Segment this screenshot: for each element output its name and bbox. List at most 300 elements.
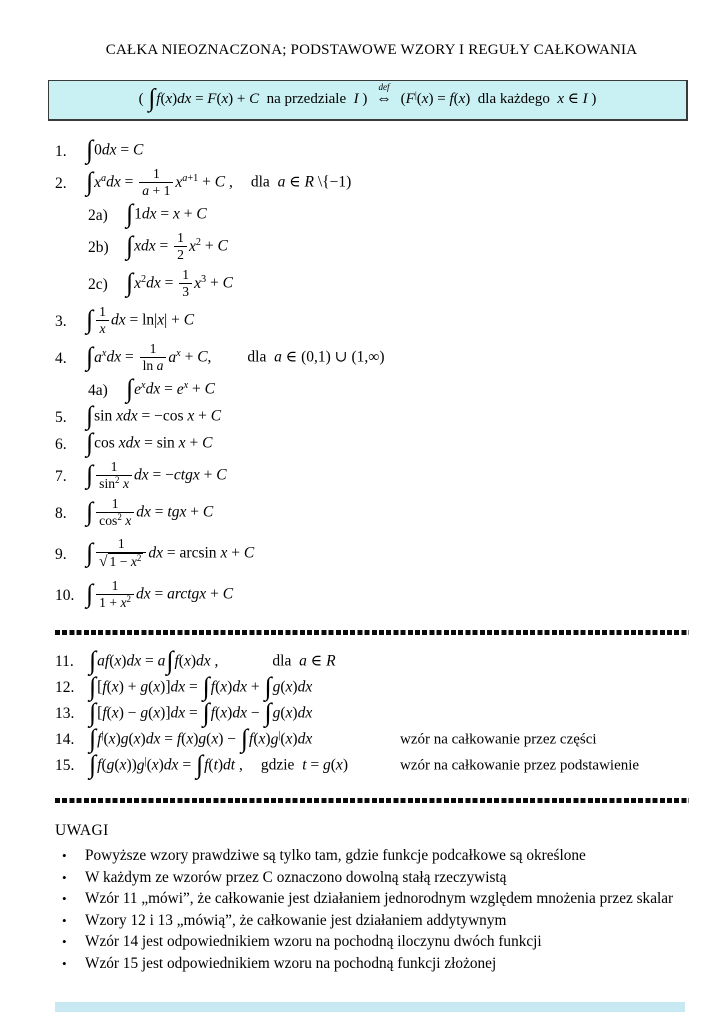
integral-icon: ∫ — [86, 135, 94, 165]
math-var: x — [122, 476, 130, 491]
formula-row-2 — [55, 165, 688, 202]
formula-math — [85, 167, 351, 199]
math-var: f — [97, 756, 102, 774]
integral-icon: ∫ — [89, 672, 97, 702]
math-var: x — [111, 678, 119, 696]
math-text: ( — [106, 678, 112, 696]
remark-item — [62, 955, 688, 977]
math-var: a — [156, 358, 164, 373]
math-text: ) — [172, 91, 178, 108]
math-var: x — [114, 652, 122, 670]
math-var: dx — [297, 730, 313, 748]
superscript — [94, 349, 106, 366]
integral-icon: ∫ — [126, 199, 134, 229]
math-var: g — [140, 704, 149, 722]
math-text: + — [206, 586, 223, 604]
formula-number: 4. — [55, 349, 67, 367]
math-var: C — [202, 504, 214, 522]
math-var: f — [449, 91, 454, 108]
remarks-heading: UWAGI — [55, 822, 109, 840]
math-var: x — [108, 730, 116, 748]
integral-icon: ∫ — [86, 305, 94, 335]
math-var: arctgx — [167, 586, 207, 604]
math-var: x — [258, 730, 266, 748]
superscript — [168, 349, 180, 366]
math-text: ( — [208, 756, 214, 774]
formula-number: 7. — [55, 467, 67, 485]
math-text: ) — [158, 756, 164, 774]
integral-icon: ∫ — [264, 698, 272, 728]
integral-icon: ∫ — [89, 698, 97, 728]
math-text: ( — [106, 704, 112, 722]
math-var: C — [216, 467, 227, 485]
math-text: , — [235, 756, 243, 774]
math-var: x — [111, 704, 119, 722]
remarks-list — [55, 847, 688, 976]
math-text: 0 — [94, 142, 102, 160]
formula-math — [88, 698, 313, 728]
math-var: dx — [145, 730, 161, 748]
math-var: x — [153, 704, 161, 722]
integral-icon: ∫ — [148, 85, 156, 113]
math-var: x — [187, 408, 195, 426]
math-var: t — [213, 756, 218, 774]
math-var: F — [207, 91, 217, 108]
math-var: dx — [106, 349, 122, 367]
math-var: x — [421, 91, 429, 108]
math-text: ) — [227, 678, 233, 696]
bottom-accent-bar — [55, 1002, 685, 1012]
math-var: x — [335, 756, 343, 774]
math-text: , — [225, 174, 233, 192]
math-text: ( — [160, 91, 166, 108]
superscript — [189, 238, 201, 255]
formula-math — [85, 460, 227, 492]
page-title: CAŁKA NIEOZNACZONA; PODSTAWOWE WZORY I REGUŁY CAŁKOWANIA — [105, 42, 638, 58]
integral-icon: ∫ — [86, 342, 94, 372]
math-text: 1 + — [99, 595, 121, 610]
formula-math — [85, 401, 222, 431]
math-var: f — [102, 704, 107, 722]
formula-row-12 — [55, 672, 688, 702]
math-var: C — [249, 91, 260, 108]
math-var: x — [285, 678, 293, 696]
math-text: ) — [265, 730, 271, 748]
math-var: a — [277, 174, 286, 192]
math-text: 2 — [177, 247, 184, 262]
remark-text: Wzór 14 jest odpowiednikiem wzoru na pochodną iloczynu dwóch funkcji — [85, 933, 542, 951]
fraction — [96, 304, 109, 336]
math-text: 2 — [195, 237, 201, 249]
formula-number: 14. — [55, 731, 75, 749]
rules-list — [55, 646, 688, 780]
math-text: 2 — [141, 274, 147, 286]
math-text: = — [116, 142, 134, 160]
formula-number: 2a) — [88, 206, 108, 224]
math-text: 1 — [149, 341, 157, 357]
formula-row-2c — [55, 266, 688, 303]
formula-number: 2. — [55, 174, 67, 192]
math-var: xdx — [134, 238, 156, 256]
math-var: x — [220, 678, 228, 696]
math-var: a — [157, 652, 166, 670]
math-var: g — [106, 756, 115, 774]
superscript — [134, 275, 146, 292]
math-var: g — [136, 756, 145, 774]
math-text: 2 — [117, 512, 122, 523]
dotted-separator-top — [55, 630, 689, 635]
formula-row-2a — [55, 199, 688, 229]
math-var: C — [217, 238, 228, 256]
integral-icon: ∫ — [86, 460, 94, 490]
superscript — [131, 554, 142, 569]
math-text: 1 — [182, 267, 190, 283]
math-text: ) − — [118, 704, 141, 722]
formula-row-10 — [55, 577, 688, 614]
math-text: ) — [358, 91, 372, 108]
math-text: ) — [193, 730, 199, 748]
math-text: + — [227, 545, 244, 563]
math-var: tgx — [167, 504, 187, 522]
bullet-icon: • — [62, 934, 67, 950]
math-var: a — [168, 349, 177, 367]
superscript — [137, 757, 147, 774]
math-text: gdzie — [260, 756, 303, 774]
math-text: + — [188, 381, 205, 399]
integral-icon: ∫ — [86, 167, 94, 197]
math-space — [233, 174, 251, 192]
math-text: cos — [94, 435, 119, 453]
math-var: x — [220, 545, 228, 563]
formula-row-1 — [55, 135, 688, 165]
math-text: [ — [97, 704, 103, 722]
formula-math — [85, 342, 385, 374]
fraction — [139, 166, 173, 198]
math-var: f — [204, 756, 209, 774]
math-var: C — [133, 142, 144, 160]
math-text: | — [101, 730, 104, 742]
formula-row-7 — [55, 458, 688, 495]
math-var: f — [210, 704, 216, 722]
math-var: F — [405, 91, 415, 108]
remark-item — [62, 847, 688, 869]
math-var: f — [174, 652, 179, 670]
formula-row-4 — [55, 340, 688, 377]
math-var: x — [173, 206, 180, 224]
math-var: C — [214, 174, 226, 192]
math-text: = — [156, 206, 174, 224]
math-text: ( — [330, 756, 336, 774]
basic-formulas-list — [55, 135, 688, 614]
integral-icon: ∫ — [86, 428, 94, 458]
math-text: | + — [164, 312, 184, 330]
math-text: = sin — [140, 435, 179, 453]
math-text: 2 — [136, 553, 142, 564]
math-text: sin — [99, 476, 116, 491]
math-var: x — [186, 730, 194, 748]
math-text: = — [191, 91, 208, 108]
math-text: ( — [181, 730, 187, 748]
math-var: x — [157, 312, 165, 330]
math-var: f — [102, 678, 107, 696]
formula-row-13 — [55, 698, 688, 728]
math-text: | — [278, 730, 281, 742]
math-text: ( — [206, 730, 212, 748]
math-text: = — [160, 381, 177, 399]
math-text: = — [150, 586, 168, 604]
math-text: ( — [280, 730, 286, 748]
math-text: | — [154, 312, 158, 330]
math-text: = — [185, 678, 202, 696]
math-var: x — [458, 91, 466, 108]
math-var: dx — [126, 652, 142, 670]
math-text: ( — [114, 756, 120, 774]
math-var: g — [198, 730, 207, 748]
math-var: g — [120, 730, 129, 748]
math-var: dx — [177, 91, 192, 108]
formula-row-15 — [55, 750, 688, 780]
superscript — [406, 91, 417, 107]
math-var: x — [153, 678, 161, 696]
formula-math — [85, 579, 233, 611]
math-var: x — [133, 730, 141, 748]
math-text: + 1 — [149, 183, 171, 198]
math-var: a — [299, 652, 307, 670]
fraction — [96, 459, 132, 491]
math-text: )] — [160, 704, 171, 722]
math-var: f — [210, 678, 216, 696]
math-text: 1 — [111, 578, 119, 594]
math-var: x — [221, 91, 229, 108]
formula-number: 9. — [55, 545, 67, 563]
math-var: x — [176, 348, 181, 360]
math-var: dx — [297, 678, 313, 696]
math-text: ∈ (0,1) ∪ (1,∞) — [281, 349, 385, 367]
bullet-icon: • — [62, 848, 67, 864]
formula-note: wzór na całkowanie przez części — [400, 731, 597, 748]
math-space — [211, 349, 229, 367]
superscript — [194, 275, 206, 292]
math-text: = — [160, 275, 178, 293]
formula-math — [85, 537, 254, 571]
integral-icon: ∫ — [126, 374, 134, 404]
remark-text: Powyższe wzory prawdziwe są tylko tam, gdzie funkcje podcałkowe są określone — [85, 847, 586, 865]
bullet-icon: • — [62, 955, 67, 971]
math-var: x — [141, 380, 146, 392]
math-var: a — [142, 183, 150, 198]
formula-math — [88, 672, 313, 702]
math-text: ( — [146, 756, 152, 774]
formula-math — [125, 231, 228, 263]
math-var: g — [270, 730, 279, 748]
math-var: R — [304, 174, 315, 192]
math-var: g — [140, 678, 149, 696]
formula-row-14 — [55, 724, 688, 754]
math-text: + — [194, 408, 211, 426]
math-text: ( — [109, 652, 115, 670]
formula-row-9 — [55, 532, 688, 577]
math-var: x — [188, 238, 196, 256]
math-var: g — [272, 704, 281, 722]
math-var: xdx — [116, 408, 138, 426]
math-text: ( — [103, 730, 109, 748]
math-text: ( — [215, 704, 221, 722]
formula-row-2b — [55, 229, 688, 266]
math-var: a — [274, 349, 282, 367]
math-text: )) — [126, 756, 137, 774]
definition-box — [48, 80, 688, 121]
math-text: ( — [216, 91, 222, 108]
math-var: e — [176, 381, 184, 399]
math-text: = ln — [125, 312, 155, 330]
math-text: ) − — [218, 730, 240, 748]
math-text: ) — [121, 652, 127, 670]
math-var: dx — [136, 504, 151, 522]
math-var: I — [353, 91, 359, 108]
math-text: \{−1) — [314, 174, 352, 192]
fraction — [174, 230, 187, 262]
math-text: + — [246, 678, 264, 696]
superscript — [99, 513, 122, 528]
math-text: ( — [128, 730, 134, 748]
math-var: dx — [232, 678, 247, 696]
remark-item — [62, 869, 688, 891]
superscript — [120, 595, 131, 610]
math-text: , — [210, 652, 219, 670]
math-var: dx — [196, 652, 211, 670]
superscript — [177, 381, 188, 398]
math-text: = — [150, 504, 168, 522]
formula-number: 13. — [55, 705, 75, 723]
superscript — [175, 174, 198, 191]
math-var: xdx — [118, 435, 141, 453]
formula-number: 3. — [55, 312, 67, 330]
math-text: = — [155, 238, 173, 256]
math-text: = — [141, 652, 158, 670]
remark-item — [62, 933, 688, 955]
radical-icon: √ — [99, 553, 108, 571]
formula-row-3 — [55, 303, 688, 340]
integral-icon: ∫ — [86, 538, 94, 568]
math-var: dx — [148, 545, 164, 563]
math-text: ) — [587, 91, 597, 108]
math-var: dx — [141, 206, 157, 224]
math-text: 3 — [200, 274, 207, 286]
remark-text: Wzór 15 jest odpowiednikiem wzoru na pochodną funkcji złożonej — [85, 954, 497, 972]
fraction — [96, 536, 146, 570]
math-text: + — [185, 435, 203, 453]
math-text: ( — [416, 91, 422, 108]
math-var: dx — [110, 312, 126, 330]
math-text: dla — [250, 174, 278, 192]
math-text: ( — [396, 91, 406, 108]
def-equivalence-icon: def ⇔ — [376, 82, 392, 108]
formula-row-11 — [55, 646, 688, 675]
math-var: x — [178, 435, 186, 453]
integral-icon: ∫ — [89, 724, 97, 754]
math-text: ) — [190, 652, 197, 670]
math-var: C — [202, 435, 213, 453]
math-text: dla — [247, 349, 275, 367]
math-var: C — [196, 206, 207, 224]
math-text: + — [180, 349, 198, 367]
math-var: C — [210, 408, 222, 426]
math-text: | — [414, 90, 417, 101]
math-var: x — [94, 174, 102, 192]
math-space — [229, 349, 247, 367]
math-text: = — [121, 349, 138, 367]
fraction — [140, 341, 167, 373]
math-var: g — [272, 678, 281, 696]
math-text: 1 — [117, 536, 125, 552]
math-text: ) — [342, 756, 348, 774]
math-text: ) dla każdego — [465, 91, 558, 108]
math-var: dx — [106, 174, 121, 192]
math-var: dx — [146, 275, 161, 293]
math-space — [218, 653, 236, 671]
math-text: = arcsin — [163, 545, 221, 563]
math-text: + — [206, 275, 223, 293]
formula-number: 2c) — [88, 275, 108, 293]
math-var: ctgx — [173, 467, 200, 485]
integral-icon: ∫ — [86, 579, 94, 609]
integral-icon: ∫ — [126, 231, 134, 261]
math-text: = — [306, 756, 323, 774]
math-text: ) — [115, 730, 121, 748]
formula-note: wzór na całkowanie przez podstawienie — [400, 757, 640, 774]
fraction — [179, 267, 192, 299]
math-var: C — [222, 586, 234, 604]
math-text: − — [246, 704, 264, 722]
math-var: x — [285, 730, 293, 748]
math-text: ∈ — [285, 174, 305, 192]
superscript — [271, 731, 281, 748]
math-text: + — [200, 238, 218, 256]
math-var: x — [119, 756, 127, 774]
math-var: dx — [101, 142, 117, 160]
math-space — [254, 653, 272, 671]
math-text: 2 — [115, 475, 120, 486]
integral-icon: ∫ — [86, 401, 94, 431]
formula-number: 6. — [55, 435, 67, 453]
math-var: x — [183, 380, 189, 392]
fraction — [96, 578, 134, 610]
math-var: dt — [223, 756, 236, 774]
integral-icon: ∫ — [202, 698, 210, 728]
math-var: C — [183, 312, 195, 330]
math-text: = − — [148, 467, 174, 485]
math-text: ) — [217, 756, 224, 774]
math-var: x — [194, 275, 201, 293]
remark-item — [62, 912, 688, 934]
math-var: C — [222, 275, 233, 293]
math-var: x — [220, 704, 228, 722]
math-var: C — [243, 545, 255, 563]
math-text: cos — [99, 513, 118, 528]
remark-text: Wzory 12 i 13 „mówią”, że całkowanie jest działaniem addytywnym — [85, 911, 507, 929]
math-var: C — [197, 349, 208, 367]
math-text: + — [198, 174, 215, 192]
math-text: 3 — [182, 284, 190, 299]
math-var: dx — [163, 756, 179, 774]
math-var: a — [101, 173, 107, 185]
math-text: 1 − — [109, 554, 131, 570]
formula-row-5 — [55, 401, 688, 431]
math-var: x — [125, 513, 132, 528]
remark-item — [62, 890, 688, 912]
math-text: ) — [292, 678, 298, 696]
math-text: +1 — [187, 173, 199, 185]
